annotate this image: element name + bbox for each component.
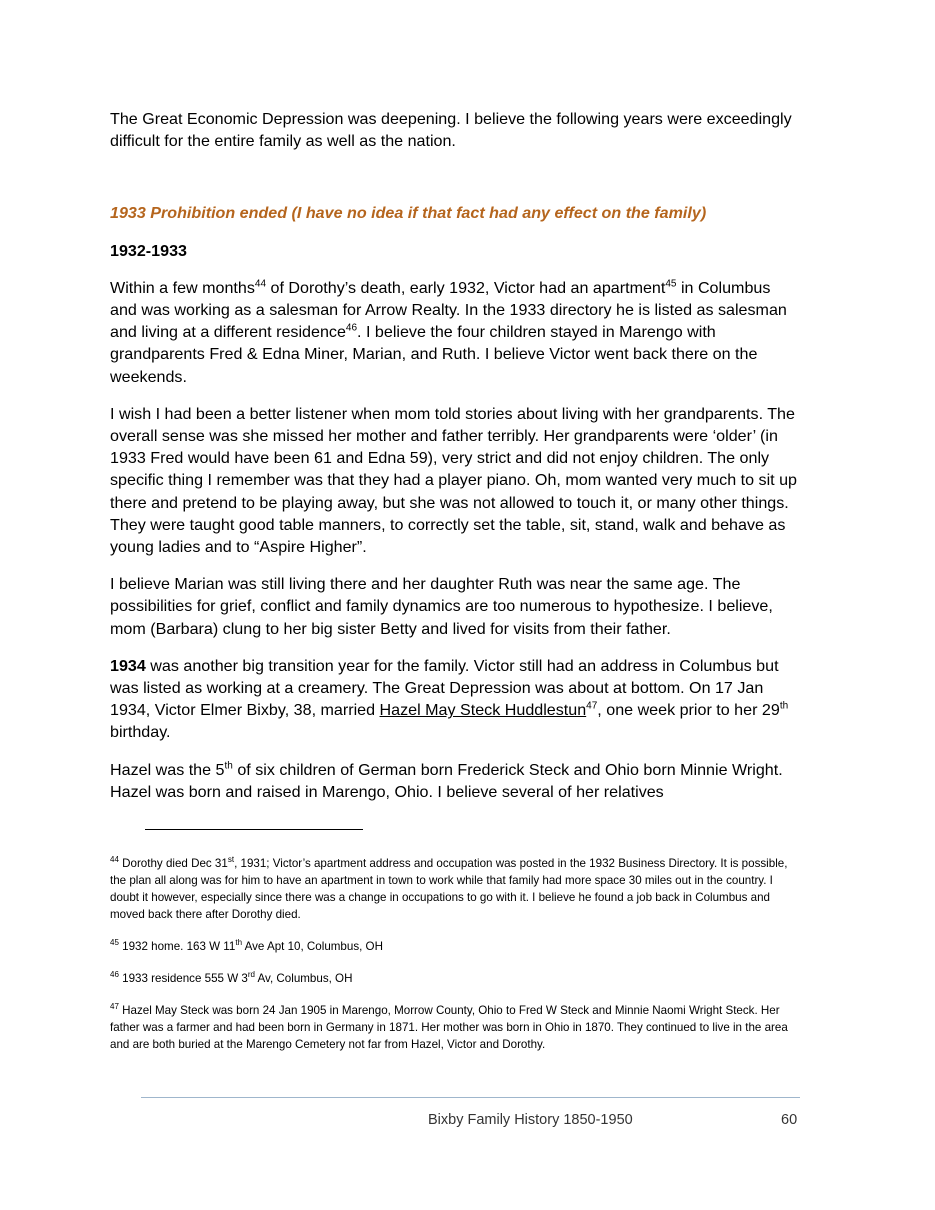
text-run: was another big transition year for the family. Victor still had an address in Columbus but was listed as working at a creamery. The Great Depression was about at bottom. On 17 Jan 1934, Victor Elmer Bixby, 38, married (110, 656, 779, 720)
superscript: st (227, 855, 235, 865)
footnotes (110, 855, 800, 1068)
text-run: Ave Apt 10, Columbus, OH (242, 940, 383, 953)
footer-rule (141, 1097, 800, 1098)
footnote-separator (145, 829, 363, 830)
footnote-number: 46 (110, 970, 119, 980)
footnote-47 (110, 1002, 800, 1053)
text-run: . I believe the four children stayed in Marengo with grandparents Fred & Edna Miner, Marian, and Ruth. I believe Victor went back there on the weekends. (110, 323, 758, 386)
footnote-ref-45[interactable]: 45 (665, 278, 677, 290)
superscript: rd (247, 970, 255, 980)
hazel-link[interactable]: Hazel May Steck Huddlestun (379, 701, 587, 720)
text-run: in Columbus and was working as a salesman for Arrow Realty. In the 1933 directory he is listed as salesman and living at a different residence (110, 278, 787, 342)
footnote-44 (110, 855, 800, 923)
paragraph-marian: I believe Marian was still living there and her daughter Ruth was near the same age. The possibilities for grief, conflict and family dynamics are too numerous to hypothesize. I believe, mom (Barbara) clung to her big sister Betty and lived for visits from their father. (110, 575, 773, 638)
page-body (110, 108, 800, 803)
text-run: 1933 residence 555 W 3 (118, 972, 248, 985)
footnote-number: 44 (110, 855, 119, 865)
footer-title: Bixby Family History 1850-1950 (428, 1112, 633, 1128)
intro-paragraph: The Great Economic Depression was deepening. I believe the following years were exceedingly difficult for the entire family as well as the nation. (110, 110, 792, 151)
footnote-number: 47 (110, 1002, 119, 1012)
text-run: 1932 home. 163 W 11 (118, 940, 236, 953)
superscript: th (235, 938, 243, 948)
paragraph-grandparents: I wish I had been a better listener when mom told stories about living with her grandparents. The overall sense was she missed her mother and father terribly. Her grandparents were ‘older’ (in 1933 Fred would have been 61 and Edna 59), very strict and did not enjoy children. The only specific thing I remember was that they had a player piano. Oh, mom wanted very much to sit up there and pretend to be playing away, but she was not allowed to touch it, or many other things. They were taught good table manners, to correctly set the table, sit, stand, walk and behave as young ladies and to “Aspire Higher”. (110, 404, 797, 557)
paragraph-1934 (110, 655, 800, 744)
text-run: Hazel May Steck was born 24 Jan 1905 in Marengo, Morrow County, Ohio to Fred W Steck and Minnie Naomi Wright Steck. Her father was a farmer and had been born in Germany in 1871. Her mother was born in Ohio in 1870. They continued to live in the area and are both buried at the Marengo Cemetery not far from Hazel, Victor and Dorothy. (110, 1004, 788, 1051)
footnote-46 (110, 970, 800, 987)
superscript: th (224, 760, 233, 772)
page-number: 60 (781, 1112, 798, 1128)
text-run: Av, Columbus, OH (254, 972, 353, 985)
footnote-ref-47[interactable]: 47 (586, 700, 598, 712)
text-run: , 1931; Victor’s apartment address and occupation was posted in the 1932 Business Directory. It is possible, the plan all along was for him to have an apartment in town to work while that family had more space 30 miles out in the country. I doubt it however, especially since there was a change in occupations to go with it. I believe he found a job back in Columbus and moved back there after Dorothy died. (110, 857, 788, 921)
text-run: Within a few months (110, 278, 255, 297)
text-run: birthday. (110, 723, 171, 742)
text-run: Dorothy died Dec 31 (118, 857, 228, 870)
footnote-number: 45 (110, 938, 119, 948)
paragraph-1932 (110, 277, 800, 388)
footnote-ref-46[interactable]: 46 (345, 322, 358, 334)
footnote-ref-44[interactable]: 44 (254, 278, 267, 290)
paragraph-hazel (110, 759, 800, 803)
superscript: th (779, 700, 789, 712)
footnote-45 (110, 938, 800, 955)
years-heading: 1932-1933 (110, 241, 187, 260)
text-run: of six children of German born Frederick Steck and Ohio born Minnie Wright. Hazel was born and raised in Marengo, Ohio. I believe several of her relatives (110, 760, 783, 801)
text-run: , one week prior to her 29 (597, 701, 780, 720)
text-run: Hazel was the 5 (110, 760, 225, 779)
text-run: of Dorothy’s death, early 1932, Victor had an apartment (266, 278, 666, 297)
prohibition-heading: 1933 Prohibition ended (I have no idea if that fact had any effect on the family) (110, 204, 707, 223)
year-1934: 1934 (110, 656, 146, 675)
